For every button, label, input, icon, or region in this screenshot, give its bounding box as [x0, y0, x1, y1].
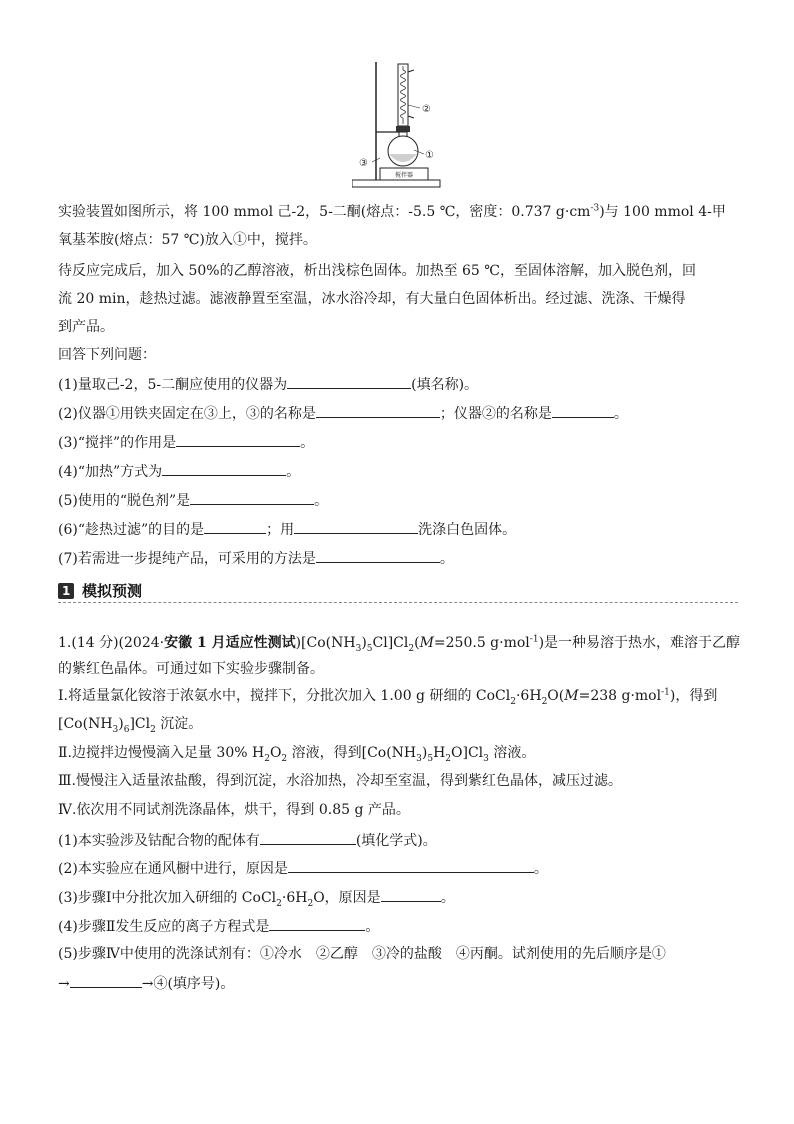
answer-blank-2a[interactable]	[316, 402, 440, 418]
label-3: ③	[359, 158, 368, 169]
step-1-line-1: Ⅰ.将适量氯化铵溶于浓氨水中，搅拌下，分批次加入 1.00 g 研细的 $CoCl_2\cdot 6H_2O(M=238$ g·mol$^{-1}$)，得到	[58, 687, 718, 707]
answer-blank-p3[interactable]	[381, 886, 441, 902]
section-number-icon: 1	[58, 583, 74, 599]
intro-line-1: 实验装置如图所示，将 100 mmol 己-2，5-二酮(熔点：-5.5 ℃，密度：0.737 $g\cdot cm^{-3}$)与 100 mmol 4-甲	[58, 203, 726, 220]
question-2: (2)仪器①用铁夹固定在③上，③的名称是 ；仪器②的名称是 。	[58, 402, 628, 424]
intro-line-2: 氧基苯胺(熔点：57 ℃)放入①中，搅拌。	[58, 232, 317, 248]
reflux-apparatus-figure	[352, 58, 442, 190]
answer-blank-4[interactable]	[162, 460, 286, 476]
problem-1-question-3: (3)步骤Ⅰ中分批次加入研细的 $CoCl_2\cdot 6H_2O$，原因是 。	[58, 886, 455, 908]
answer-blank-p2[interactable]	[288, 857, 534, 873]
question-5: (5)使用的“脱色剂”是 。	[58, 489, 328, 511]
questions-intro: 回答下列问题：	[58, 347, 156, 363]
answer-blank-5[interactable]	[190, 489, 314, 505]
answer-blank-3[interactable]	[176, 431, 300, 447]
question-4: (4)“加热”方式为 。	[58, 460, 300, 482]
problem-1-stem-line-1: 1.(14 分)(2024·安徽 1 月适应性测试)$[Co(NH_3)_5Cl]Cl_2(M=250.5$ g·mol$^{-1}$)是一种易溶于热水，难溶于乙醇	[58, 634, 741, 654]
problem-1-question-2: (2)本实验应在通风橱中进行，原因是 。	[58, 857, 548, 879]
problem-1-question-4: (4)步骤Ⅱ发生反应的离子方程式是 。	[58, 915, 379, 937]
answer-blank-p1[interactable]	[260, 829, 356, 845]
problem-1-stem-line-2: 的紫红色晶体。可通过如下实验步骤制备。	[58, 661, 324, 677]
step-2: Ⅱ.边搅拌边慢慢滴入足量 30% $H_2O_2$ 溶液，得到$[Co(NH_3)_5H_2O]Cl_3$ 溶液。	[58, 745, 536, 764]
label-1: ①	[425, 150, 434, 161]
label-2: ②	[422, 104, 431, 115]
question-3: (3)“搅拌”的作用是 。	[58, 431, 314, 453]
answer-blank-6a[interactable]	[204, 518, 266, 534]
answer-blank-p4[interactable]	[269, 915, 365, 931]
section-divider	[58, 602, 738, 603]
step-3: Ⅲ.慢慢注入适量浓盐酸，得到沉淀，水浴加热，冷却至室温，得到紫红色晶体，减压过滤。	[58, 773, 622, 789]
question-1: (1)量取己-2，5-二酮应使用的仪器为 (填名称)。	[58, 373, 478, 395]
intro-line-5: 到产品。	[58, 319, 114, 335]
stand-base	[352, 180, 440, 187]
answer-blank-p5[interactable]	[70, 972, 142, 988]
intro-line-3: 待反应完成后，加入 50%的乙醇溶液，析出浅棕色固体。加热至 65 ℃，至固体溶解，加入脱色剂，回	[58, 263, 696, 279]
answer-blank-1[interactable]	[287, 373, 411, 389]
section-header	[58, 581, 738, 603]
problem-1-question-5-line-1: (5)步骤Ⅳ中使用的洗涤试剂有：①冷水 ②乙醇 ③冷的盐酸 ④丙酮。试剂使用的先后顺序是①	[58, 946, 666, 962]
stirrer-label: 搅拌器	[394, 172, 414, 179]
problem-1-question-5-line-2: → →④(填序号)。	[58, 972, 234, 994]
step-4: Ⅳ.依次用不同试剂洗涤晶体，烘干，得到 0.85 g 产品。	[58, 802, 410, 818]
step-1-line-2: $[Co(NH_3)_6]Cl_2$ 沉淀。	[58, 716, 203, 735]
question-6: (6)“趁热过滤”的目的是 ；用 洗涤白色固体。	[58, 518, 516, 540]
answer-blank-6b[interactable]	[294, 518, 418, 534]
section-title: 模拟预测	[82, 582, 143, 600]
intro-line-4: 流 20 min，趁热过滤。滤液静置至室温，冰水浴冷却，有大量白色固体析出。经过滤、洗涤、干燥得	[58, 291, 686, 307]
condenser	[398, 64, 408, 126]
question-7: (7)若需进一步提纯产品，可采用的方法是 。	[58, 547, 454, 569]
problem-1-question-1: (1)本实验涉及钴配合物的配体有 (填化学式)。	[58, 829, 437, 851]
answer-blank-7[interactable]	[316, 547, 440, 563]
answer-blank-2b[interactable]	[552, 402, 614, 418]
